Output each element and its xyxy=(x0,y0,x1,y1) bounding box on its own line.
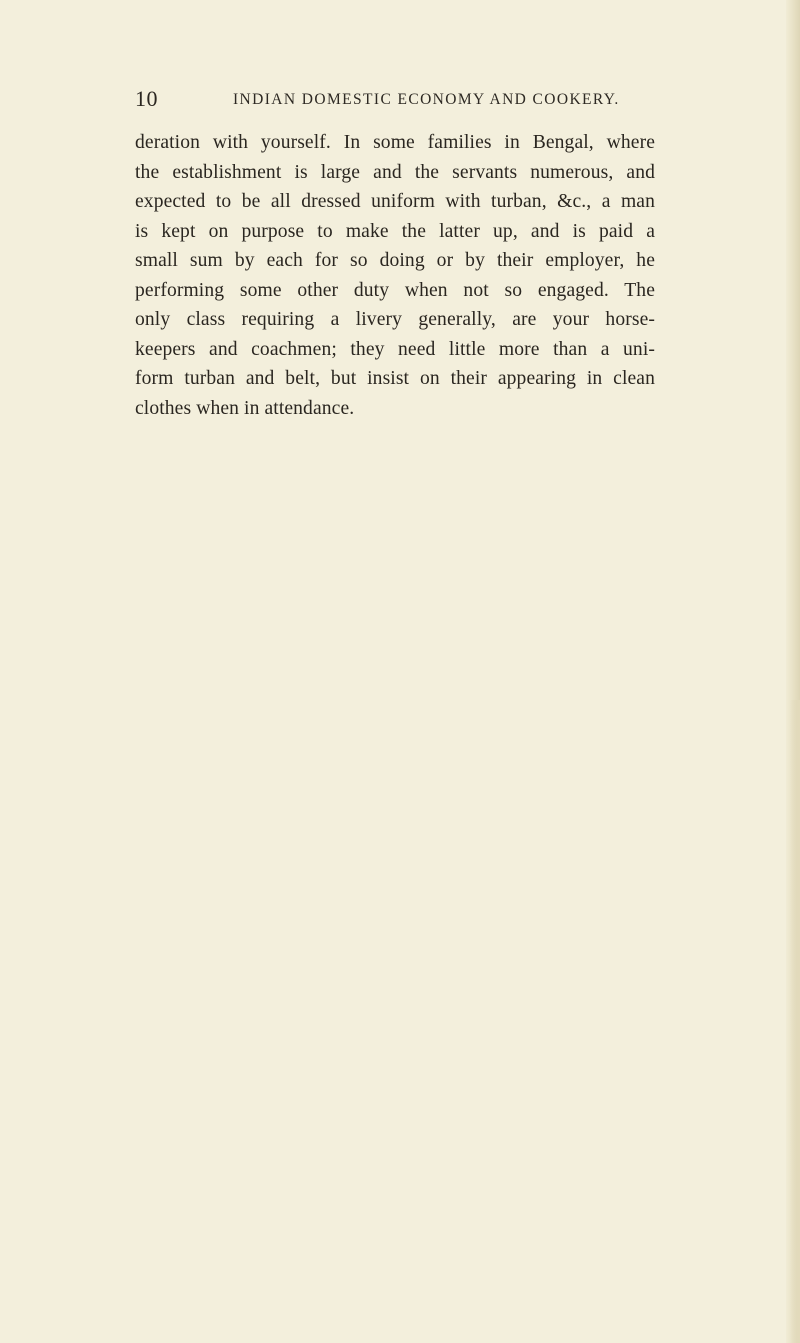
page-number: 10 xyxy=(135,86,158,111)
text-line: only class requiring a livery generally, are your horse- xyxy=(135,309,655,330)
text-line: is kept on purpose to make the latter up, and is paid a xyxy=(135,220,655,242)
text-line: the establishment is large and the servants numerous, and xyxy=(135,161,655,183)
page-header xyxy=(135,84,655,114)
text-line: form turban and belt, but insist on their appearing in clean xyxy=(135,368,655,389)
page-edge-shadow-lower xyxy=(790,700,800,1343)
text-line: expected to be all dressed uniform with turban, &c., a man xyxy=(135,191,655,212)
body-paragraph xyxy=(135,128,655,423)
running-head: INDIAN DOMESTIC ECONOMY AND COOKERY. xyxy=(233,91,620,108)
text-line: clothes when in attendance. xyxy=(135,397,355,419)
text-line: performing some other duty when not so engaged. The xyxy=(135,279,655,301)
text-line: deration with yourself. In some families in Bengal, where xyxy=(135,132,655,153)
text-line: small sum by each for so doing or by their employer, he xyxy=(135,250,655,271)
text-line: keepers and coachmen; they need little more than a uni- xyxy=(135,338,655,360)
